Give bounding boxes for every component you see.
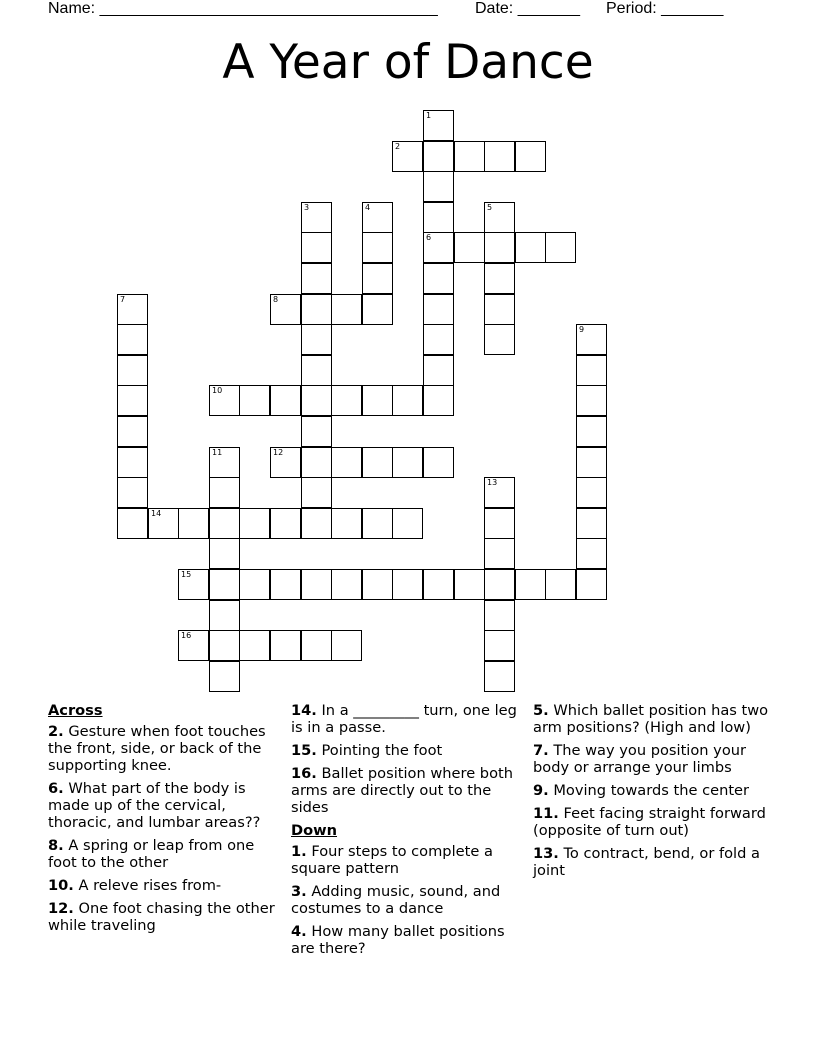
grid-cell[interactable] xyxy=(362,569,393,600)
clues-column-1 xyxy=(48,702,284,940)
grid-cell[interactable] xyxy=(362,447,393,478)
grid-cell[interactable] xyxy=(117,508,148,539)
grid-cell[interactable] xyxy=(178,508,209,539)
grid-cell[interactable] xyxy=(209,661,240,692)
clue-text: To contract, bend, or fold a joint xyxy=(533,845,760,879)
cell-number: 13 xyxy=(487,478,498,487)
cell-number: 10 xyxy=(212,386,223,395)
clue-text: In a _________ turn, one leg is in a passe. xyxy=(291,702,517,736)
clue-text: What part of the body is made up of the cervical, thoracic, and lumbar areas?? xyxy=(48,780,261,831)
grid-cell[interactable] xyxy=(423,355,454,386)
grid-cell[interactable] xyxy=(301,508,332,539)
clue-number: 4. xyxy=(291,923,307,940)
grid-cell[interactable] xyxy=(484,263,515,294)
grid-cell[interactable] xyxy=(270,385,301,416)
grid-cell[interactable] xyxy=(117,294,148,325)
cell-number: 2 xyxy=(395,142,401,151)
grid-cell[interactable] xyxy=(515,569,546,600)
grid-cell[interactable] xyxy=(301,477,332,508)
grid-cell[interactable] xyxy=(423,110,454,141)
grid-cell[interactable] xyxy=(301,294,332,325)
grid-cell[interactable] xyxy=(454,569,485,600)
cell-number: 8 xyxy=(273,295,279,304)
clue-item xyxy=(291,843,527,877)
cell-number: 4 xyxy=(365,203,371,212)
clue-number: 10. xyxy=(48,877,74,894)
grid-cell[interactable] xyxy=(576,355,607,386)
grid-cell[interactable] xyxy=(362,263,393,294)
grid-cell[interactable] xyxy=(392,385,423,416)
grid-cell[interactable] xyxy=(423,263,454,294)
grid-cell[interactable] xyxy=(331,294,362,325)
clue-item xyxy=(533,702,769,736)
grid-cell[interactable] xyxy=(576,447,607,478)
clue-number: 16. xyxy=(291,765,317,782)
grid-cell[interactable] xyxy=(423,171,454,202)
grid-cell[interactable] xyxy=(423,141,454,172)
clue-text: How many ballet positions are there? xyxy=(291,923,505,957)
clue-number: 1. xyxy=(291,843,307,860)
clue-number: 7. xyxy=(533,742,549,759)
clue-text: One foot chasing the other while traveling xyxy=(48,900,275,934)
grid-cell[interactable] xyxy=(301,416,332,447)
grid-cell[interactable] xyxy=(209,538,240,569)
period-field[interactable]: Period: _______ xyxy=(606,0,724,17)
clues-column-3 xyxy=(533,702,769,885)
page-title: A Year of Dance xyxy=(222,35,594,90)
clue-text: Adding music, sound, and costumes to a dance xyxy=(291,883,501,917)
clue-item xyxy=(48,780,284,831)
grid-cell[interactable] xyxy=(423,385,454,416)
grid-cell[interactable] xyxy=(484,538,515,569)
grid-cell[interactable] xyxy=(239,385,270,416)
grid-cell[interactable] xyxy=(423,294,454,325)
clue-item xyxy=(48,877,284,894)
grid-cell[interactable] xyxy=(331,508,362,539)
date-field[interactable]: Date: _______ xyxy=(475,0,580,17)
grid-cell[interactable] xyxy=(392,569,423,600)
grid-cell[interactable] xyxy=(301,447,332,478)
grid-cell[interactable] xyxy=(484,569,515,600)
grid-cell[interactable] xyxy=(301,202,332,233)
clue-item xyxy=(533,805,769,839)
grid-cell[interactable] xyxy=(392,447,423,478)
grid-cell[interactable] xyxy=(576,385,607,416)
grid-cell[interactable] xyxy=(331,385,362,416)
clue-item xyxy=(291,883,527,917)
grid-cell[interactable] xyxy=(362,508,393,539)
grid-cell[interactable] xyxy=(148,508,179,539)
name-field[interactable]: Name: ______________________________________ xyxy=(48,0,438,17)
clue-number: 5. xyxy=(533,702,549,719)
grid-cell[interactable] xyxy=(209,508,240,539)
cell-number: 12 xyxy=(273,448,284,457)
grid-cell[interactable] xyxy=(301,232,332,263)
clue-number: 9. xyxy=(533,782,549,799)
grid-cell[interactable] xyxy=(484,600,515,631)
grid-cell[interactable] xyxy=(423,324,454,355)
grid-cell[interactable] xyxy=(270,447,301,478)
grid-cell[interactable] xyxy=(331,630,362,661)
grid-cell[interactable] xyxy=(239,508,270,539)
grid-cell[interactable] xyxy=(270,569,301,600)
cell-number: 3 xyxy=(304,203,310,212)
clue-text: A spring or leap from one foot to the other xyxy=(48,837,255,871)
cell-number: 1 xyxy=(426,111,432,120)
clue-item xyxy=(48,723,284,774)
grid-cell[interactable] xyxy=(484,630,515,661)
grid-cell[interactable] xyxy=(484,141,515,172)
clue-number: 11. xyxy=(533,805,559,822)
grid-cell[interactable] xyxy=(392,141,423,172)
clue-number: 14. xyxy=(291,702,317,719)
grid-cell[interactable] xyxy=(576,477,607,508)
grid-cell[interactable] xyxy=(178,569,209,600)
grid-cell[interactable] xyxy=(209,600,240,631)
grid-cell[interactable] xyxy=(576,324,607,355)
grid-cell[interactable] xyxy=(545,569,576,600)
grid-cell[interactable] xyxy=(301,385,332,416)
grid-cell[interactable] xyxy=(484,202,515,233)
clue-item xyxy=(291,742,527,759)
grid-cell[interactable] xyxy=(362,385,393,416)
clue-text: A releve rises from- xyxy=(78,877,222,894)
cell-number: 16 xyxy=(181,631,192,640)
cell-number: 7 xyxy=(120,295,126,304)
grid-cell[interactable] xyxy=(484,477,515,508)
grid-cell[interactable] xyxy=(209,477,240,508)
grid-cell[interactable] xyxy=(576,569,607,600)
clue-text: Pointing the foot xyxy=(321,742,443,759)
cell-number: 14 xyxy=(151,509,162,518)
grid-cell[interactable] xyxy=(484,661,515,692)
grid-cell[interactable] xyxy=(331,569,362,600)
grid-cell[interactable] xyxy=(423,232,454,263)
down-heading: Down xyxy=(291,822,338,839)
clue-item xyxy=(533,782,769,799)
grid-cell[interactable] xyxy=(484,508,515,539)
grid-cell[interactable] xyxy=(239,630,270,661)
clue-number: 13. xyxy=(533,845,559,862)
clue-item xyxy=(48,900,284,934)
grid-cell[interactable] xyxy=(515,232,546,263)
clue-text: Ballet position where both arms are directly out to the sides xyxy=(291,765,513,816)
grid-cell[interactable] xyxy=(484,324,515,355)
grid-cell[interactable] xyxy=(515,141,546,172)
grid-cell[interactable] xyxy=(423,569,454,600)
grid-cell[interactable] xyxy=(117,447,148,478)
clue-item xyxy=(48,837,284,871)
grid-cell[interactable] xyxy=(117,324,148,355)
grid-cell[interactable] xyxy=(301,569,332,600)
clue-item xyxy=(291,923,527,957)
grid-cell[interactable] xyxy=(301,324,332,355)
grid-cell[interactable] xyxy=(209,630,240,661)
grid-cell[interactable] xyxy=(545,232,576,263)
clue-text: The way you position your body or arrange your limbs xyxy=(533,742,746,776)
grid-cell[interactable] xyxy=(117,477,148,508)
clue-text: Gesture when foot touches the front, side, or back of the supporting knee. xyxy=(48,723,266,774)
clue-number: 6. xyxy=(48,780,64,797)
grid-cell[interactable] xyxy=(178,630,209,661)
grid-cell[interactable] xyxy=(209,447,240,478)
grid-cell[interactable] xyxy=(423,202,454,233)
grid-cell[interactable] xyxy=(576,508,607,539)
grid-cell[interactable] xyxy=(301,630,332,661)
grid-cell[interactable] xyxy=(454,141,485,172)
grid-cell[interactable] xyxy=(270,508,301,539)
grid-cell[interactable] xyxy=(484,232,515,263)
clue-item xyxy=(291,765,527,816)
grid-cell[interactable] xyxy=(454,232,485,263)
clue-number: 15. xyxy=(291,742,317,759)
clue-text: Feet facing straight forward (opposite of turn out) xyxy=(533,805,766,839)
grid-cell[interactable] xyxy=(576,538,607,569)
grid-cell[interactable] xyxy=(270,294,301,325)
grid-cell[interactable] xyxy=(301,355,332,386)
clue-text: Which ballet position has two arm positions? (High and low) xyxy=(533,702,769,736)
grid-cell[interactable] xyxy=(239,569,270,600)
clue-number: 8. xyxy=(48,837,64,854)
clues-column-2 xyxy=(291,702,527,963)
clue-text: Moving towards the center xyxy=(553,782,750,799)
clue-text: Four steps to complete a square pattern xyxy=(291,843,493,877)
grid-cell[interactable] xyxy=(392,508,423,539)
cell-number: 15 xyxy=(181,570,192,579)
across-heading: Across xyxy=(48,702,103,719)
grid-cell[interactable] xyxy=(576,416,607,447)
cell-number: 6 xyxy=(426,233,432,242)
cell-number: 9 xyxy=(579,325,585,334)
grid-cell[interactable] xyxy=(484,294,515,325)
grid-cell[interactable] xyxy=(423,447,454,478)
clue-item xyxy=(533,742,769,776)
clue-item xyxy=(291,702,527,736)
grid-cell[interactable] xyxy=(117,416,148,447)
grid-cell[interactable] xyxy=(209,569,240,600)
grid-cell[interactable] xyxy=(362,232,393,263)
grid-cell[interactable] xyxy=(362,202,393,233)
grid-cell[interactable] xyxy=(362,294,393,325)
clue-number: 3. xyxy=(291,883,307,900)
grid-cell[interactable] xyxy=(209,385,240,416)
cell-number: 5 xyxy=(487,203,493,212)
grid-cell[interactable] xyxy=(117,385,148,416)
grid-cell[interactable] xyxy=(117,355,148,386)
clue-number: 2. xyxy=(48,723,64,740)
grid-cell[interactable] xyxy=(331,447,362,478)
grid-cell[interactable] xyxy=(301,263,332,294)
clue-number: 12. xyxy=(48,900,74,917)
clue-item xyxy=(533,845,769,879)
grid-cell[interactable] xyxy=(270,630,301,661)
cell-number: 11 xyxy=(212,448,223,457)
